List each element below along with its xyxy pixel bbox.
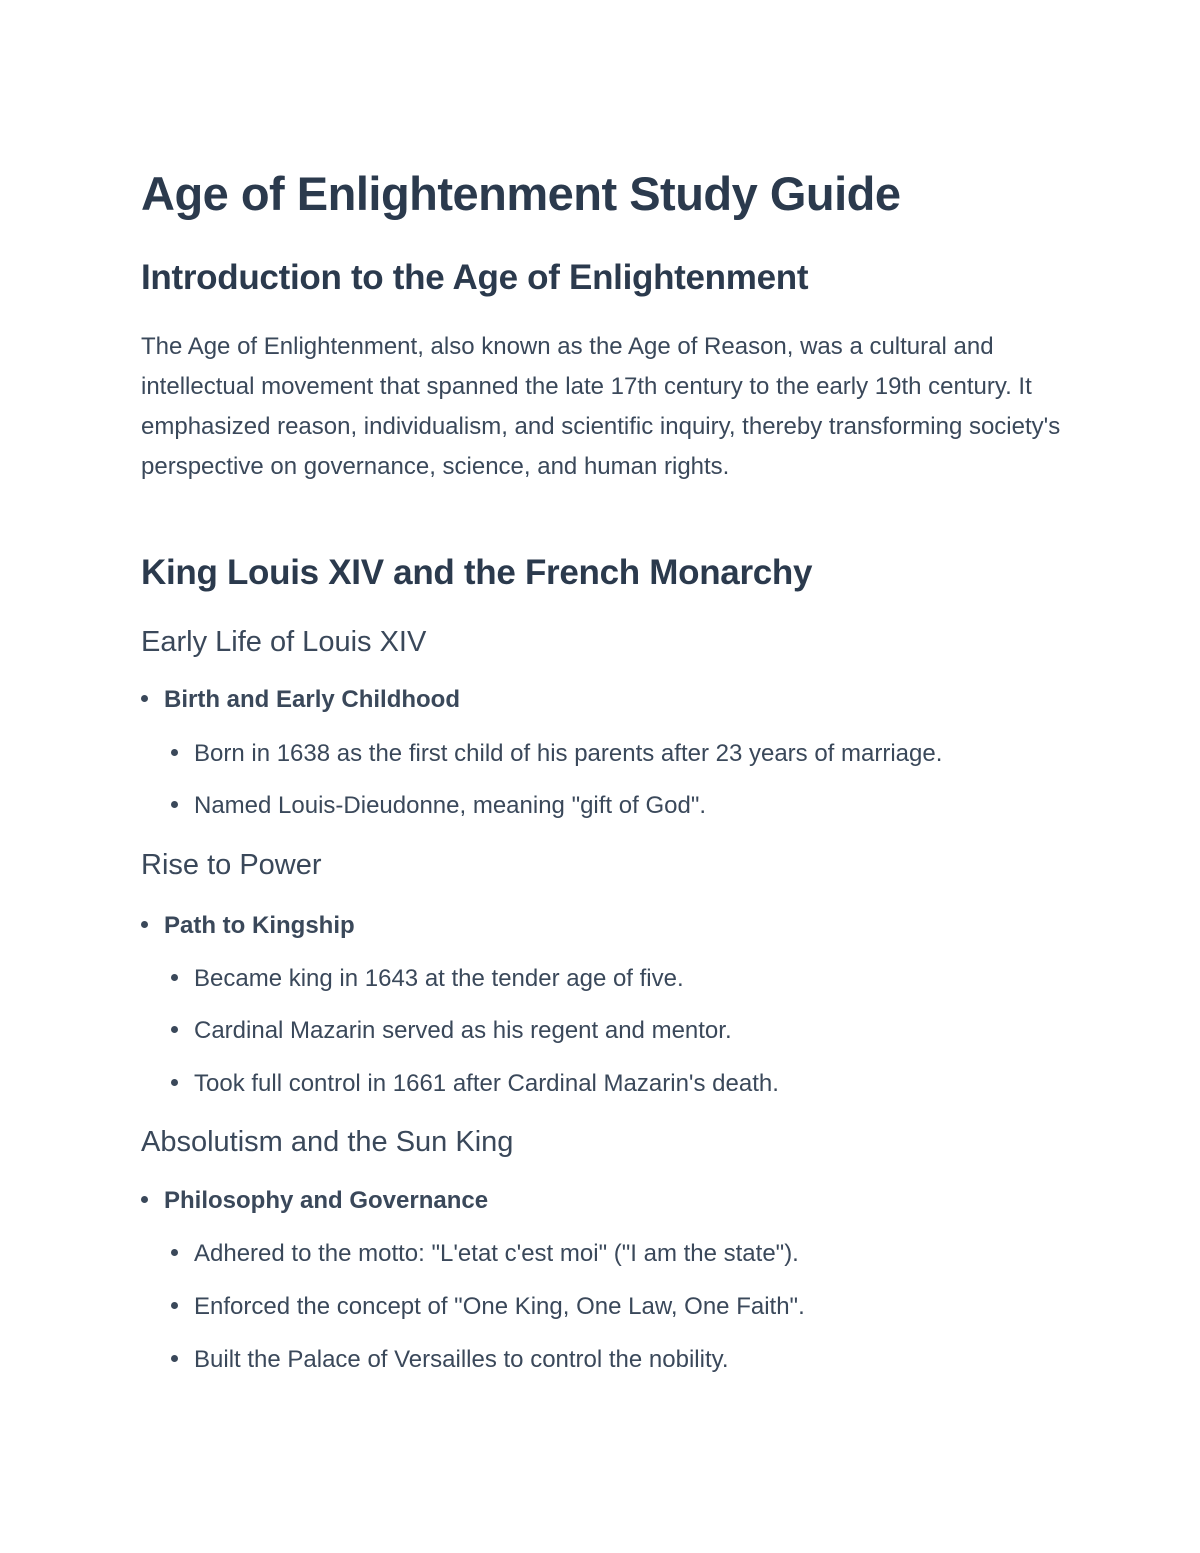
bullet-icon	[171, 974, 178, 981]
intro-heading: Introduction to the Age of Enlightenment	[141, 258, 809, 297]
list-item	[171, 965, 684, 993]
list-item	[171, 1017, 732, 1045]
bullet-text: Adhered to the motto: "L'etat c'est moi" ("I am the state").	[194, 1240, 799, 1267]
bullet-icon	[171, 749, 178, 756]
bullet-label: Philosophy and Governance	[164, 1187, 489, 1214]
bullet-icon	[171, 1355, 178, 1362]
bullet-icon	[171, 1079, 178, 1086]
rise-to-power-subheading: Rise to Power	[141, 849, 322, 881]
bullet-icon	[171, 1249, 178, 1256]
bullet-icon	[141, 695, 148, 702]
list-item	[141, 686, 460, 714]
bullet-text: Born in 1638 as the first child of his parents after 23 years of marriage.	[194, 740, 943, 767]
intro-paragraph: The Age of Enlightenment, also known as the Age of Reason, was a cultural and intellectual movement that spanned the late 17th century to the early 19th century. It emphasized reason, individualism, and scientific inquiry, thereby transforming society's perspective on governance, science, and human rights.	[141, 333, 1061, 480]
bullet-icon	[141, 1196, 148, 1203]
bullet-text: Became king in 1643 at the tender age of five.	[194, 965, 684, 992]
bullet-icon	[171, 1302, 178, 1309]
bullet-label: Path to Kingship	[164, 912, 355, 939]
list-item	[171, 1070, 779, 1098]
list-item	[171, 740, 942, 768]
bullet-icon	[141, 921, 148, 928]
list-item	[171, 792, 706, 820]
bullet-text: Built the Palace of Versailles to control the nobility.	[194, 1346, 729, 1373]
bullet-icon	[171, 1026, 178, 1033]
list-item	[171, 1346, 729, 1374]
louis-heading: King Louis XIV and the French Monarchy	[141, 553, 813, 592]
early-life-subheading: Early Life of Louis XIV	[141, 626, 427, 658]
list-item	[141, 912, 355, 940]
bullet-text: Cardinal Mazarin served as his regent and mentor.	[194, 1017, 732, 1044]
list-item	[141, 1187, 488, 1215]
bullet-text: Took full control in 1661 after Cardinal Mazarin's death.	[194, 1070, 779, 1097]
bullet-icon	[171, 801, 178, 808]
bullet-label: Birth and Early Childhood	[164, 686, 461, 713]
list-item	[171, 1293, 805, 1321]
absolutism-subheading: Absolutism and the Sun King	[141, 1126, 514, 1158]
bullet-text: Named Louis-Dieudonne, meaning "gift of God".	[194, 792, 707, 819]
document-title: Age of Enlightenment Study Guide	[141, 167, 901, 220]
list-item	[171, 1240, 799, 1268]
bullet-text: Enforced the concept of "One King, One Law, One Faith".	[194, 1293, 805, 1320]
